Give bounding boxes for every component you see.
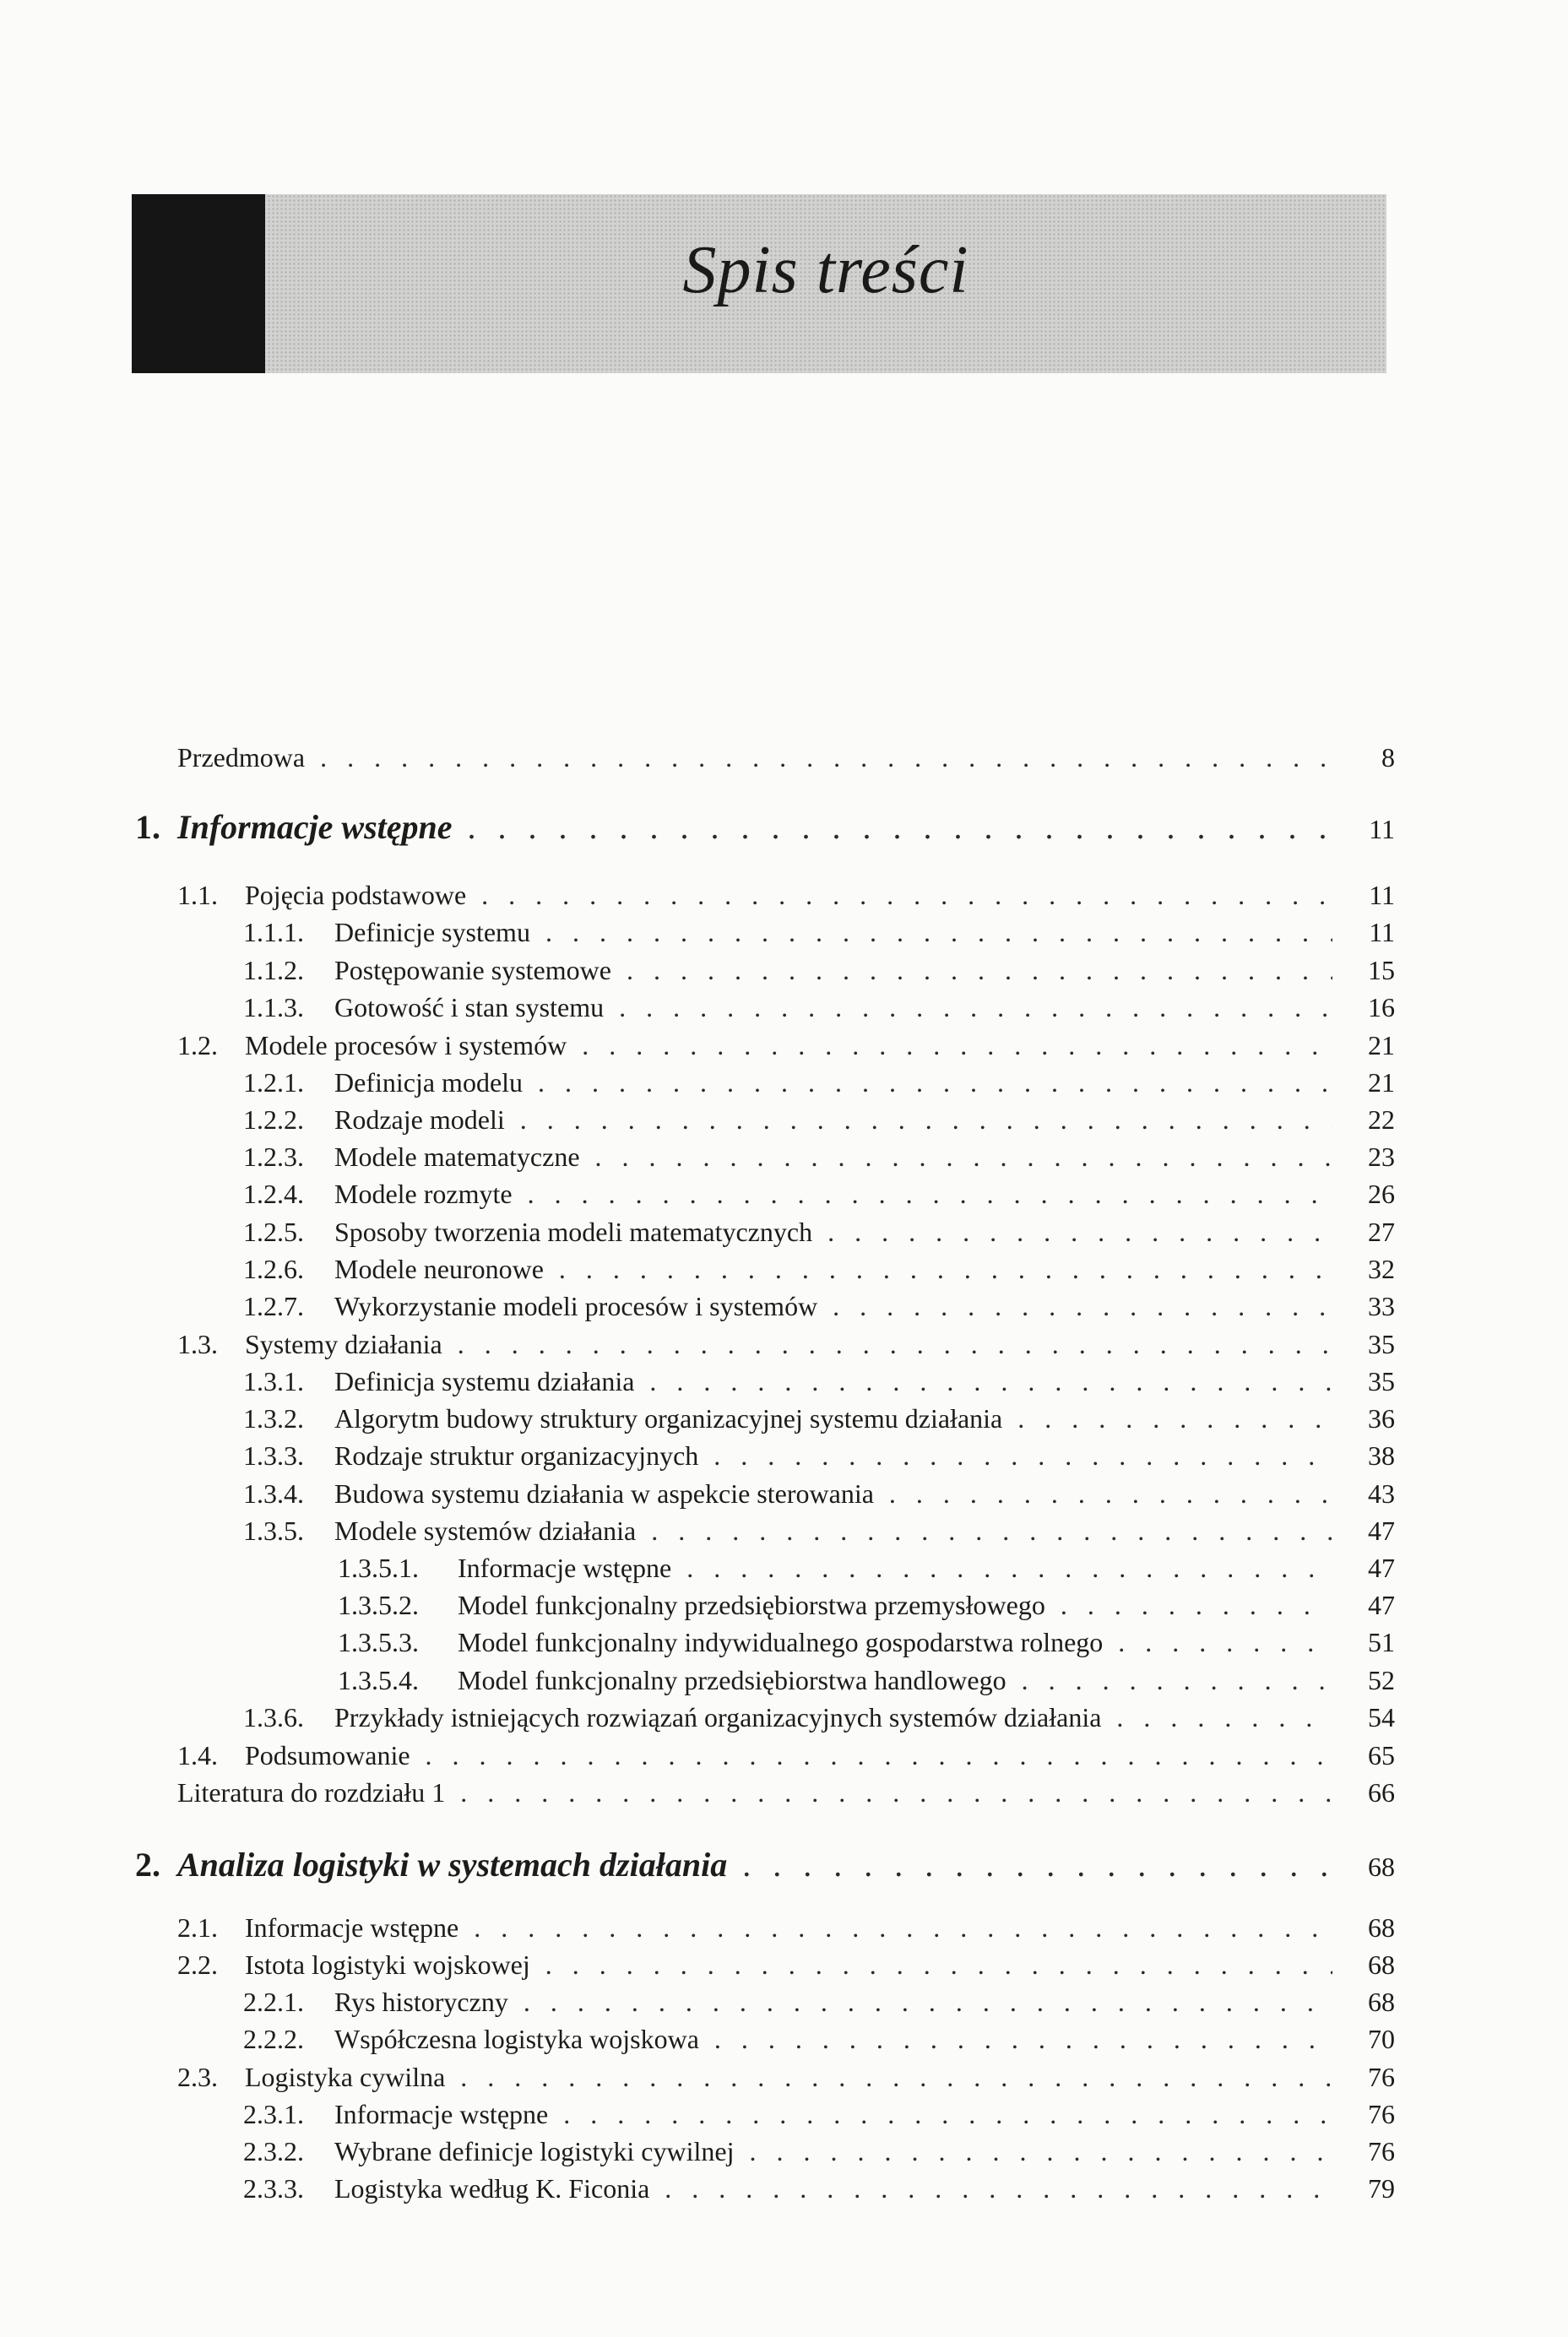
toc-page-number: 35 — [1368, 1329, 1395, 1359]
toc-number: 1.2.7. — [243, 1291, 304, 1321]
toc-page-number: 47 — [1368, 1516, 1395, 1546]
toc-entry — [243, 1066, 1395, 1098]
toc-leader-dots — [686, 1552, 1332, 1584]
toc-page-number: 35 — [1368, 1366, 1395, 1396]
toc-page-number: 26 — [1368, 1179, 1395, 1209]
toc-page-number: 11 — [1369, 917, 1395, 947]
toc-number: 1.2.5. — [243, 1217, 304, 1247]
toc-chapter-entry — [135, 807, 1395, 848]
toc-entry — [243, 2023, 1395, 2055]
toc-page-number: 68 — [1368, 1949, 1395, 1980]
toc-page-number: 70 — [1368, 2024, 1395, 2054]
toc-number: 2. — [135, 1846, 160, 1884]
toc-page-number: 27 — [1368, 1217, 1395, 1247]
toc-page-number: 11 — [1369, 880, 1395, 910]
toc-leader-dots — [749, 2135, 1332, 2167]
toc-entry — [243, 916, 1395, 948]
toc-number: 1.3.2. — [243, 1403, 304, 1434]
toc-number: 1.3.6. — [243, 1702, 304, 1732]
toc-label: Definicja systemu działania — [334, 1366, 635, 1396]
toc-label: Informacje wstępne — [245, 1912, 459, 1943]
toc-leader-dots — [524, 1986, 1332, 2018]
toc-number: 2.3. — [177, 2062, 218, 2092]
toc-entry — [243, 2172, 1395, 2204]
toc-entry — [243, 1141, 1395, 1173]
toc-number: 1.3.5. — [243, 1516, 304, 1546]
toc-label: Modele neuronowe — [334, 1254, 544, 1284]
toc-label: Definicje systemu — [334, 917, 530, 947]
toc-leader-dots — [1061, 1589, 1332, 1621]
toc-leader-dots — [627, 954, 1332, 986]
toc-entry — [243, 1216, 1395, 1248]
toc-label: Model funkcjonalny przedsiębiorstwa przemysłowego — [458, 1590, 1045, 1620]
toc-entry — [177, 1949, 1395, 1981]
toc-page-number: 76 — [1368, 2062, 1395, 2092]
toc-label: Modele systemów działania — [334, 1516, 637, 1546]
toc-number: 1.2. — [177, 1030, 218, 1060]
toc-label: Sposoby tworzenia modeli matematycznych — [334, 1217, 813, 1247]
toc-label: Przykłady istniejących rozwiązań organizacyjnych systemów działania — [334, 1702, 1102, 1732]
toc-page-number: 38 — [1368, 1440, 1395, 1471]
toc-leader-dots — [619, 991, 1332, 1023]
toc-label: Modele procesów i systemów — [245, 1030, 567, 1060]
toc-number: 2.2. — [177, 1949, 218, 1980]
toc-entry — [243, 1402, 1395, 1434]
toc-page-number: 54 — [1368, 1702, 1395, 1732]
toc-leader-dots — [827, 1216, 1332, 1248]
toc-entry — [177, 1739, 1395, 1771]
toc-label: Informacje wstępne — [177, 808, 453, 846]
toc-number: 1.1.2. — [243, 955, 304, 985]
toc-entry — [243, 1178, 1395, 1210]
toc-number: 1.1.3. — [243, 992, 304, 1022]
toc-leader-dots — [742, 1845, 1332, 1885]
toc-label: Gotowość i stan systemu — [334, 992, 605, 1022]
toc-number: 1.2.1. — [243, 1067, 304, 1098]
toc-leader-dots — [460, 2061, 1332, 2093]
toc-label: Rodzaje modeli — [334, 1104, 505, 1135]
toc-leader-dots — [582, 1029, 1332, 1061]
toc-entry — [243, 1986, 1395, 2018]
toc-entry — [243, 954, 1395, 986]
toc-label: Logistyka cywilna — [245, 2062, 446, 2092]
toc-leader-dots — [481, 879, 1332, 911]
toc-number: 1.3.5.1. — [338, 1553, 419, 1583]
toc-entry — [177, 741, 1395, 773]
toc-number: 2.3.2. — [243, 2136, 304, 2166]
toc-page-number: 33 — [1368, 1291, 1395, 1321]
toc-leader-dots — [520, 1103, 1332, 1136]
toc-chapter-entry — [135, 1845, 1395, 1885]
toc-entry — [243, 1478, 1395, 1510]
toc-leader-dots — [833, 1290, 1332, 1322]
toc-leader-dots — [545, 916, 1332, 948]
toc-number: 1.2.3. — [243, 1141, 304, 1172]
toc-entry — [243, 1440, 1395, 1472]
toc-leader-dots — [528, 1178, 1332, 1210]
toc-leader-dots — [651, 1515, 1332, 1547]
toc-label: Modele rozmyte — [334, 1179, 513, 1209]
toc-entry — [243, 991, 1395, 1023]
toc-entry — [177, 1328, 1395, 1360]
toc-page-number: 79 — [1368, 2173, 1395, 2204]
toc-entry — [338, 1589, 1395, 1621]
toc-label: Przedmowa — [177, 742, 306, 773]
toc-label: Rodzaje struktur organizacyjnych — [334, 1440, 699, 1471]
toc-page-number: 22 — [1368, 1104, 1395, 1135]
toc-leader-dots — [595, 1141, 1332, 1173]
toc-leader-dots — [458, 1328, 1332, 1360]
toc-leader-dots — [468, 807, 1332, 848]
toc-entry — [243, 2098, 1395, 2130]
toc-label: Rys historyczny — [334, 1987, 508, 2017]
toc-number: 1.2.4. — [243, 1179, 304, 1209]
toc-number: 1.3.5.3. — [338, 1627, 419, 1657]
toc-label: Współczesna logistyka wojskowa — [334, 2024, 699, 2054]
toc-leader-dots — [563, 2098, 1332, 2130]
toc-leader-dots — [665, 2172, 1332, 2204]
page-title: Spis treści — [682, 233, 969, 307]
toc-leader-dots — [713, 1440, 1332, 1472]
toc-label: Model funkcjonalny indywidualnego gospodarstwa rolnego — [458, 1627, 1104, 1657]
toc-number: 2.3.1. — [243, 2099, 304, 2129]
toc-leader-dots — [1017, 1402, 1332, 1434]
toc-page-number: 8 — [1381, 742, 1395, 773]
toc-label: Model funkcjonalny przedsiębiorstwa handlowego — [458, 1665, 1006, 1695]
toc-label: Modele matematyczne — [334, 1141, 580, 1172]
toc-entry — [177, 879, 1395, 911]
toc-leader-dots — [538, 1066, 1332, 1098]
toc-entry — [243, 1701, 1395, 1733]
toc-entry — [177, 2061, 1395, 2093]
toc-label: Informacje wstępne — [334, 2099, 549, 2129]
toc-page-number: 47 — [1368, 1590, 1395, 1620]
toc-entry — [243, 1103, 1395, 1136]
toc-page-number: 32 — [1368, 1254, 1395, 1284]
toc-entry — [243, 2135, 1395, 2167]
toc-number: 1.3.1. — [243, 1366, 304, 1396]
toc-entry — [338, 1626, 1395, 1658]
toc-page-number: 66 — [1368, 1777, 1395, 1808]
toc-number: 1.2.6. — [243, 1254, 304, 1284]
toc-leader-dots — [714, 2023, 1332, 2055]
toc-label: Postępowanie systemowe — [334, 955, 611, 985]
toc-number: 1.1. — [177, 880, 218, 910]
toc-entry — [243, 1290, 1395, 1322]
toc-label: Literatura do rozdziału 1 — [177, 1777, 446, 1808]
toc-entry — [177, 1029, 1395, 1061]
toc-number: 1.3.4. — [243, 1478, 304, 1509]
toc-label: Budowa systemu działania w aspekcie sterowania — [334, 1478, 874, 1509]
toc-page-number: 36 — [1368, 1403, 1395, 1434]
toc-page-number: 68 — [1368, 1912, 1395, 1943]
toc-entry — [177, 1911, 1395, 1944]
toc-leader-dots — [649, 1365, 1332, 1397]
toc-entry — [243, 1515, 1395, 1547]
toc-leader-dots — [889, 1478, 1332, 1510]
toc-number: 2.1. — [177, 1912, 218, 1943]
toc-label: Wybrane definicje logistyki cywilnej — [334, 2136, 735, 2166]
toc-page-number: 68 — [1368, 1852, 1395, 1882]
toc-label: Podsumowanie — [245, 1740, 410, 1770]
toc-entry — [177, 1776, 1395, 1808]
toc-entry — [338, 1664, 1395, 1696]
toc-label: Pojęcia podstawowe — [245, 880, 467, 910]
toc-page-number: 76 — [1368, 2099, 1395, 2129]
toc-number: 1.2.2. — [243, 1104, 304, 1135]
toc-leader-dots — [545, 1949, 1332, 1981]
toc-page-number: 65 — [1368, 1740, 1395, 1770]
toc-page-number: 16 — [1368, 992, 1395, 1022]
toc-page-number: 68 — [1368, 1987, 1395, 2017]
toc-leader-dots — [1022, 1664, 1332, 1696]
toc-number: 1. — [135, 808, 160, 846]
toc-page-number: 21 — [1368, 1030, 1395, 1060]
toc-page-number: 51 — [1368, 1627, 1395, 1657]
toc-page-number: 76 — [1368, 2136, 1395, 2166]
toc-label: Istota logistyki wojskowej — [245, 1949, 530, 1980]
toc-leader-dots — [320, 741, 1332, 773]
toc-page-number: 47 — [1368, 1553, 1395, 1583]
toc-label: Logistyka według K. Ficonia — [334, 2173, 650, 2204]
toc-leader-dots — [559, 1253, 1332, 1285]
toc-number: 1.1.1. — [243, 917, 304, 947]
toc-label: Wykorzystanie modeli procesów i systemów — [334, 1291, 818, 1321]
toc-label: Definicja modelu — [334, 1067, 524, 1098]
toc-page-number: 23 — [1368, 1141, 1395, 1172]
toc-entry — [243, 1253, 1395, 1285]
toc-number: 1.3.5.2. — [338, 1590, 419, 1620]
toc-number: 1.3. — [177, 1329, 218, 1359]
toc-page-number: 21 — [1368, 1067, 1395, 1098]
toc-number: 1.3.5.4. — [338, 1665, 419, 1695]
toc-number: 1.4. — [177, 1740, 218, 1770]
toc-label: Algorytm budowy struktury organizacyjnej systemu działania — [334, 1403, 1003, 1434]
toc-number: 2.2.1. — [243, 1987, 304, 2017]
toc-page-number: 43 — [1368, 1478, 1395, 1509]
toc-number: 1.3.3. — [243, 1440, 304, 1471]
toc-page-number: 11 — [1369, 814, 1395, 844]
toc-leader-dots — [460, 1776, 1332, 1808]
toc-leader-dots — [1116, 1701, 1332, 1733]
toc-number: 2.2.2. — [243, 2024, 304, 2054]
toc-label: Analiza logistyki w systemach działania — [177, 1846, 728, 1884]
toc-label: Systemy działania — [245, 1329, 442, 1359]
toc-page-number: 15 — [1368, 955, 1395, 985]
toc-leader-dots — [1118, 1626, 1332, 1658]
toc-label: Informacje wstępne — [458, 1553, 672, 1583]
toc-page-number: 52 — [1368, 1665, 1395, 1695]
toc-leader-dots — [474, 1911, 1332, 1944]
toc-leader-dots — [426, 1739, 1332, 1771]
toc-entry — [338, 1552, 1395, 1584]
toc-entry — [243, 1365, 1395, 1397]
toc-number: 2.3.3. — [243, 2173, 304, 2204]
